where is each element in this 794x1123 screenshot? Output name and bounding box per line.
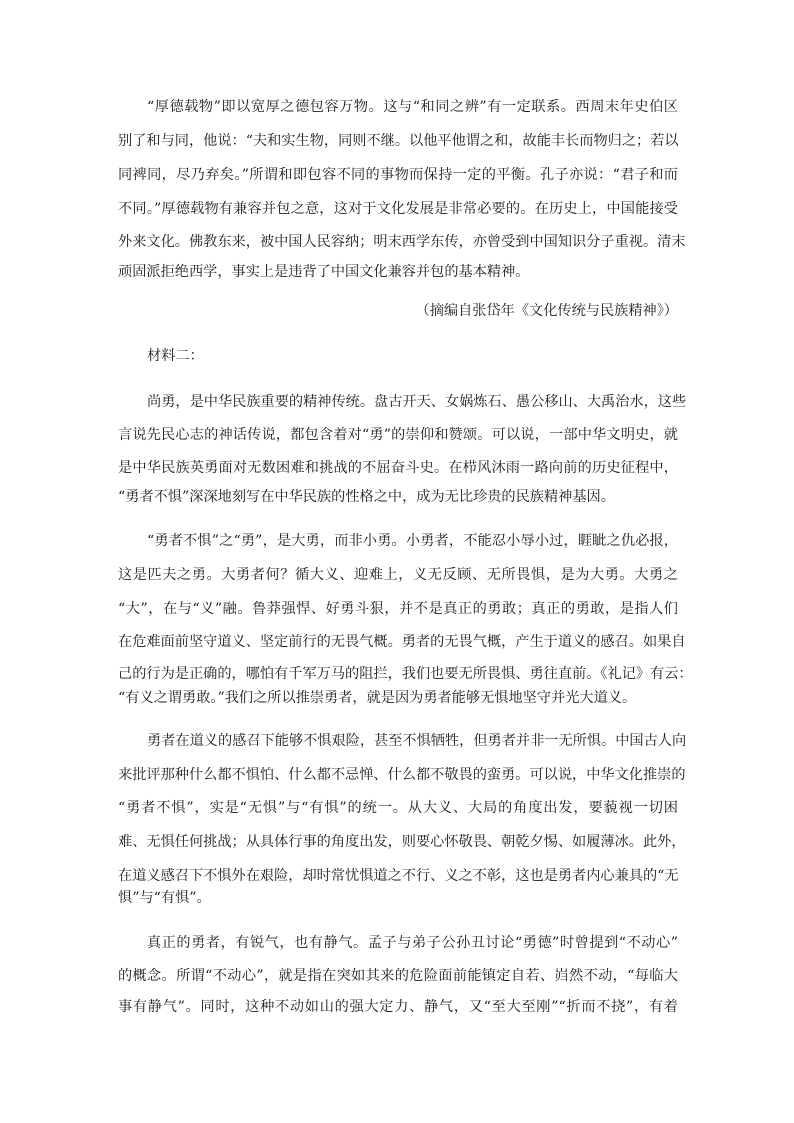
text-line: 顽固派拒绝西学，事实上是违背了中国文化兼容并包的基本精神。 [118,264,530,280]
text-line: “大”，在与“义”融。鲁莽强悍、好勇斗狠，并不是真正的勇敢；真正的勇敢，是指人们 [118,601,678,617]
text-line: 难、无惧任何挑战；从具体行事的角度出发，则要心怀敬畏、朝乾夕惕、如履薄冰。此外， [118,834,686,850]
text-line: 在道义感召下不惧外在艰险，却时常忧惧道之不行、义之不彰，这也是勇者内心兼具的“无 [118,868,679,884]
text-line: 不同。”厚德载物有兼容并包之意，这对于文化发展是非常必要的。在历史上，中国能接受 [118,201,678,217]
text-line: “勇者不惧”之“勇”，是大勇，而非小勇。小勇者，不能忍小辱小过，睚眦之仇必报， [147,533,678,549]
text-line: 惧”与“有惧”。 [118,890,211,906]
section-label: 材料二： [147,348,204,364]
text-line: 言说先民心志的神话传说，都包含着对“勇”的崇仰和赞颂。可以说，一部中华文明史，就 [118,427,678,443]
text-line: 是中华民族英勇面对无数困难和挑战的不屈奋斗史。在栉风沐雨一路向前的历史征程中， [118,460,678,476]
text-line: “勇者不惧”深深地刻写在中华民族的性格之中，成为无比珍贵的民族精神基因。 [118,489,615,505]
text-line: 己的行为是正确的，哪怕有千军万马的阻拦，我们也要无所畏惧、勇往直前。《礼记》有云： [118,666,693,682]
text-line: 在危难面前坚守道义、坚定前行的无畏气概。勇者的无畏气概，产生于道义的感召。如果自 [118,634,686,650]
text-line: 事有静气”。同时，这种不动如山的强大定力、静气，又“至大至刚”“折而不挠”，有着 [118,999,678,1015]
text-line: 外来文化。佛教东来，被中国人民容纳；明末西学东传，亦曾受到中国知识分子重视。清末 [118,234,686,250]
text-line: “有义之谓勇敢。”我们之所以推崇勇者，就是因为勇者能够无惧地坚守并光大道义。 [118,690,637,706]
text-line: 尚勇，是中华民族重要的精神传统。盘古开天、女娲炼石、愚公移山、大禹治水，这些 [147,394,687,410]
text-line: 同裨同，尽乃弃矣。”所谓和即包容不同的事物而保持一定的平衡。孔子亦说：“君子和而 [118,167,678,183]
text-line: 这是匹夫之勇。大勇者何？循大义、迎难上，义无反顾、无所畏惧，是为大勇。大勇之 [118,567,678,583]
text-line: 来批评那种什么都不惧怕、什么都不忌惮、什么都不敬畏的蛮勇。可以说，中华文化推崇的 [118,767,686,783]
text-line: 真正的勇者，有锐气，也有静气。孟子与弟子公孙丑讨论“勇德”时曾提到“不动心” [147,935,678,951]
source-citation: （摘编自张岱年《文化传统与民族精神》） [415,303,678,319]
text-line: “勇者不惧”，实是“无惧”与“有惧”的统一。从大义、大局的角度出发，要藐视一切困 [118,800,678,816]
text-line: “厚德载物”即以宽厚之德包容万物。这与“和同之辨”有一定联系。西周末年史伯区 [147,99,678,115]
text-line: 别了和与同，他说：“夫和实生物，同则不继。以他平他谓之和，故能丰长而物归之；若以 [118,133,679,149]
text-line: 的概念。所谓“不动心”，就是指在突如其来的危险面前能镇定自若、岿然不动，“每临大 [118,968,678,984]
text-line: 勇者在道义的感召下能够不惧艰险，甚至不惧牺牲，但勇者并非一无所惧。中国古人向 [147,733,687,749]
